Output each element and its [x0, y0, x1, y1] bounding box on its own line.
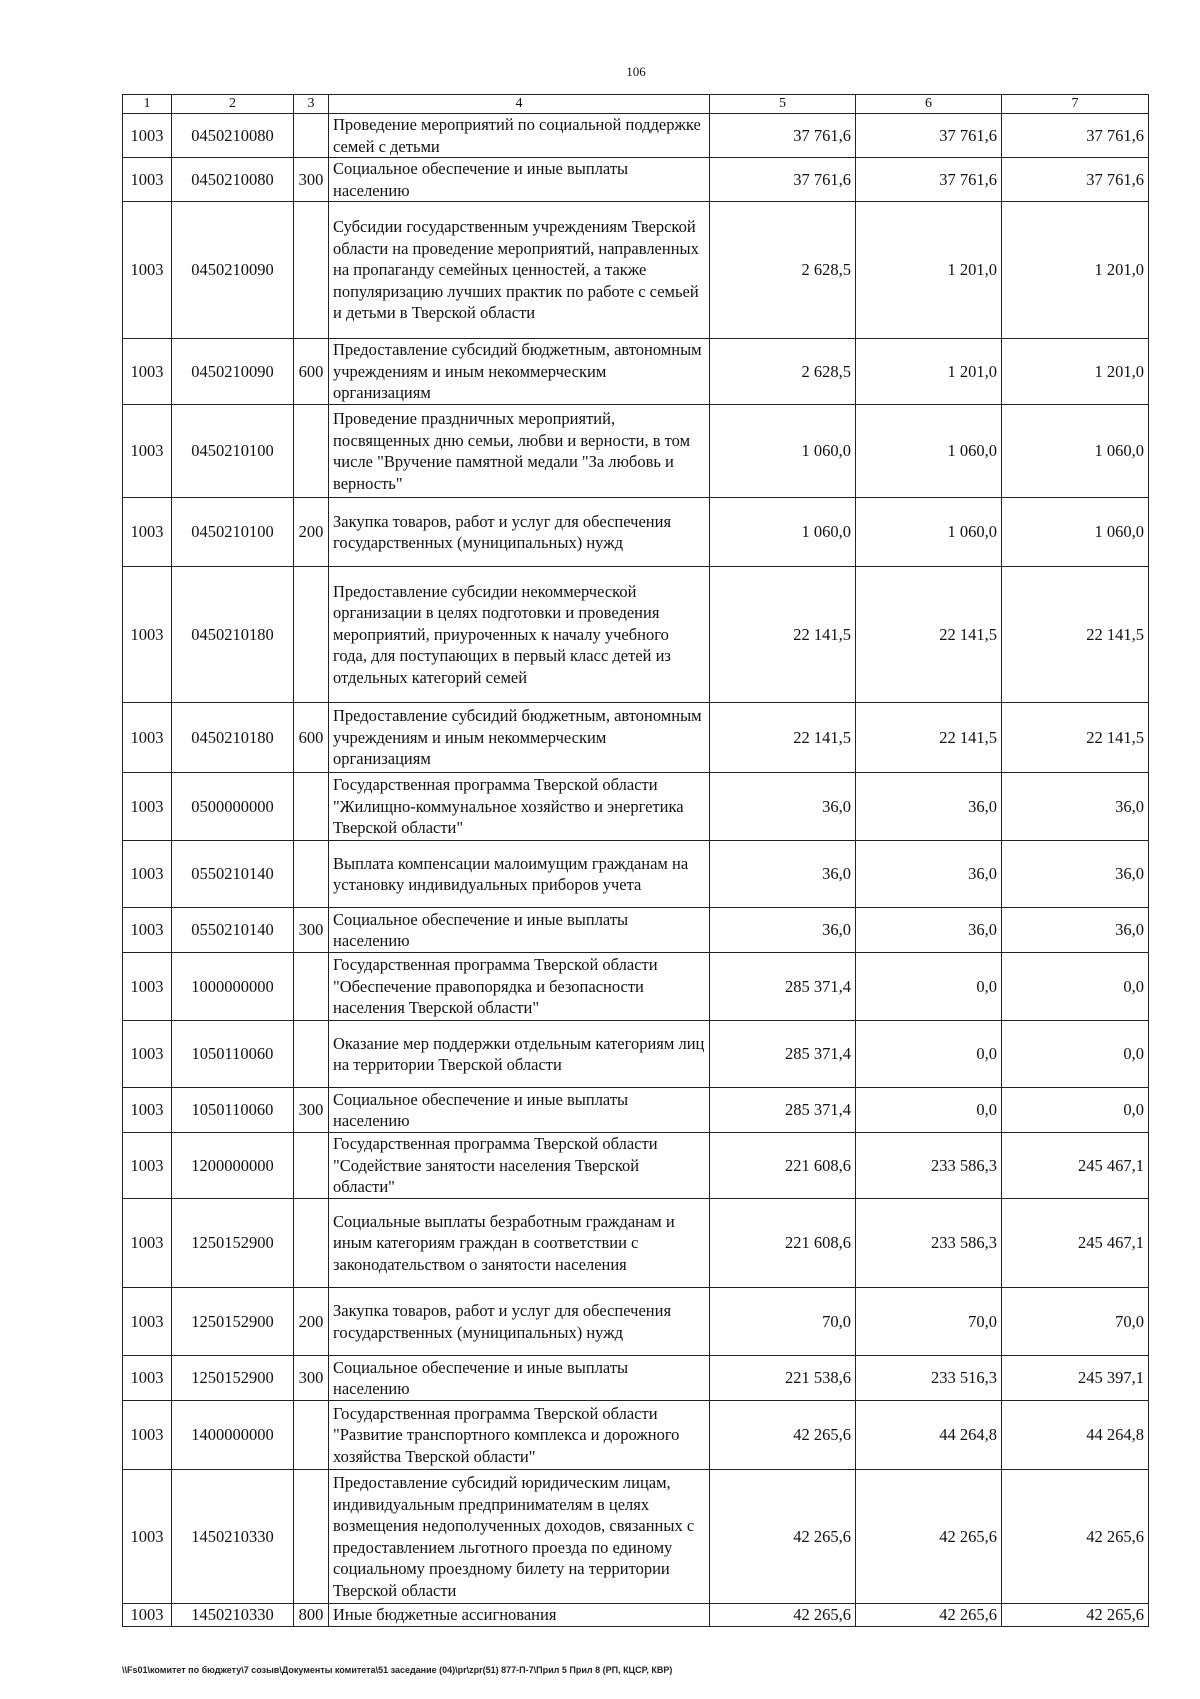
- section-code: 1003: [123, 953, 172, 1021]
- expense-type-code: [294, 114, 329, 158]
- section-code: 1003: [123, 1356, 172, 1401]
- amount-col-5: 2 628,5: [710, 202, 856, 339]
- row-name: Государственная программа Тверской области "Содействие занятости населения Тверской области": [329, 1133, 710, 1199]
- section-code: 1003: [123, 703, 172, 773]
- row-name: Проведение мероприятий по социальной поддержке семей с детьми: [329, 114, 710, 158]
- row-name: Оказание мер поддержки отдельным категориям лиц на территории Тверской области: [329, 1021, 710, 1088]
- table-row: [123, 114, 1149, 158]
- amount-col-6: 36,0: [856, 841, 1002, 908]
- table-row: [123, 841, 1149, 908]
- section-code: 1003: [123, 1288, 172, 1356]
- table-row: [123, 1401, 1149, 1470]
- target-article-code: 1200000000: [172, 1133, 294, 1199]
- amount-col-6: 22 141,5: [856, 703, 1002, 773]
- target-article-code: 0500000000: [172, 773, 294, 841]
- amount-col-6: 233 516,3: [856, 1356, 1002, 1401]
- expense-type-code: 300: [294, 1088, 329, 1133]
- amount-col-6: 37 761,6: [856, 158, 1002, 202]
- amount-col-7: 1 201,0: [1002, 339, 1149, 405]
- table-row: [123, 567, 1149, 703]
- amount-col-6: 1 060,0: [856, 498, 1002, 567]
- amount-col-6: 0,0: [856, 1021, 1002, 1088]
- table-row: [123, 703, 1149, 773]
- row-name: Субсидии государственным учреждениям Тверской области на проведение мероприятий, направленных на пропаганду семейных ценностей, а также популяризацию лучших практик по работе с семьей и детьми в Тверской области: [329, 202, 710, 339]
- expense-type-code: 200: [294, 498, 329, 567]
- target-article-code: 0450210080: [172, 158, 294, 202]
- table-row: [123, 953, 1149, 1021]
- target-article-code: 0550210140: [172, 908, 294, 953]
- row-name: Социальные выплаты безработным гражданам и иным категориям граждан в соответствии с законодательством о занятости населения: [329, 1199, 710, 1288]
- amount-col-7: 0,0: [1002, 953, 1149, 1021]
- target-article-code: 1250152900: [172, 1199, 294, 1288]
- row-name: Предоставление субсидий юридическим лицам, индивидуальным предпринимателям в целях возмещения недополученных доходов, связанных с предоставлением льготного проезда по единому социальному проездному билету на территории Тверской области: [329, 1470, 710, 1604]
- table-row: [123, 1470, 1149, 1604]
- amount-col-6: 36,0: [856, 773, 1002, 841]
- target-article-code: 0450210100: [172, 405, 294, 498]
- header-col-1: 1: [123, 95, 172, 114]
- row-name: Социальное обеспечение и иные выплаты населению: [329, 1088, 710, 1133]
- amount-col-5: 2 628,5: [710, 339, 856, 405]
- section-code: 1003: [123, 1401, 172, 1470]
- amount-col-5: 36,0: [710, 773, 856, 841]
- amount-col-7: 42 265,6: [1002, 1604, 1149, 1627]
- amount-col-7: 1 060,0: [1002, 405, 1149, 498]
- row-name: Государственная программа Тверской области "Развитие транспортного комплекса и дорожного хозяйства Тверской области": [329, 1401, 710, 1470]
- amount-col-6: 0,0: [856, 953, 1002, 1021]
- expense-type-code: [294, 953, 329, 1021]
- amount-col-7: 245 467,1: [1002, 1199, 1149, 1288]
- amount-col-6: 70,0: [856, 1288, 1002, 1356]
- amount-col-6: 0,0: [856, 1088, 1002, 1133]
- row-name: Иные бюджетные ассигнования: [329, 1604, 710, 1627]
- row-name: Предоставление субсидий бюджетным, автономным учреждениям и иным некоммерческим организациям: [329, 703, 710, 773]
- amount-col-6: 44 264,8: [856, 1401, 1002, 1470]
- amount-col-7: 36,0: [1002, 773, 1149, 841]
- table-row: [123, 773, 1149, 841]
- table-row: [123, 1604, 1149, 1627]
- amount-col-6: 42 265,6: [856, 1604, 1002, 1627]
- target-article-code: 0450210090: [172, 339, 294, 405]
- expense-type-code: [294, 1021, 329, 1088]
- row-name: Социальное обеспечение и иные выплаты населению: [329, 158, 710, 202]
- section-code: 1003: [123, 405, 172, 498]
- amount-col-5: 42 265,6: [710, 1604, 856, 1627]
- expense-type-code: [294, 1470, 329, 1604]
- table-row: [123, 1021, 1149, 1088]
- amount-col-7: 37 761,6: [1002, 158, 1149, 202]
- row-name: Предоставление субсидии некоммерческой организации в целях подготовки и проведения мероприятий, приуроченных к началу учебного года, для поступающих в первый класс детей из отдельных категорий семей: [329, 567, 710, 703]
- expense-type-code: [294, 1199, 329, 1288]
- target-article-code: 0450210090: [172, 202, 294, 339]
- amount-col-5: 285 371,4: [710, 953, 856, 1021]
- table-row: [123, 405, 1149, 498]
- row-name: Государственная программа Тверской области "Обеспечение правопорядка и безопасности населения Тверской области": [329, 953, 710, 1021]
- amount-col-7: 37 761,6: [1002, 114, 1149, 158]
- amount-col-7: 22 141,5: [1002, 703, 1149, 773]
- section-code: 1003: [123, 339, 172, 405]
- page-number: 106: [626, 64, 646, 79]
- section-code: 1003: [123, 1199, 172, 1288]
- amount-col-6: 1 201,0: [856, 202, 1002, 339]
- expense-type-code: 300: [294, 1356, 329, 1401]
- header-col-2: 2: [172, 95, 294, 114]
- amount-col-5: 70,0: [710, 1288, 856, 1356]
- header-col-6: 6: [856, 95, 1002, 114]
- table-row: [123, 498, 1149, 567]
- amount-col-5: 285 371,4: [710, 1088, 856, 1133]
- expense-type-code: [294, 773, 329, 841]
- target-article-code: 1050110060: [172, 1088, 294, 1133]
- table-row: [123, 908, 1149, 953]
- amount-col-5: 221 538,6: [710, 1356, 856, 1401]
- expense-type-code: [294, 1401, 329, 1470]
- row-name: Социальное обеспечение и иные выплаты населению: [329, 908, 710, 953]
- table-row: [123, 1133, 1149, 1199]
- header-col-3: 3: [294, 95, 329, 114]
- amount-col-5: 42 265,6: [710, 1401, 856, 1470]
- target-article-code: 1250152900: [172, 1356, 294, 1401]
- amount-col-5: 37 761,6: [710, 114, 856, 158]
- header-col-4: 4: [329, 95, 710, 114]
- row-name: Закупка товаров, работ и услуг для обеспечения государственных (муниципальных) нужд: [329, 498, 710, 567]
- amount-col-7: 44 264,8: [1002, 1401, 1149, 1470]
- amount-col-6: 37 761,6: [856, 114, 1002, 158]
- amount-col-7: 245 467,1: [1002, 1133, 1149, 1199]
- table-row: [123, 1356, 1149, 1401]
- header-col-7: 7: [1002, 95, 1149, 114]
- expense-type-code: [294, 1133, 329, 1199]
- header-col-5: 5: [710, 95, 856, 114]
- expense-type-code: 200: [294, 1288, 329, 1356]
- row-name: Выплата компенсации малоимущим гражданам на установку индивидуальных приборов учета: [329, 841, 710, 908]
- amount-col-5: 22 141,5: [710, 567, 856, 703]
- target-article-code: 0450210080: [172, 114, 294, 158]
- target-article-code: 1050110060: [172, 1021, 294, 1088]
- amount-col-7: 245 397,1: [1002, 1356, 1149, 1401]
- amount-col-7: 0,0: [1002, 1021, 1149, 1088]
- amount-col-6: 233 586,3: [856, 1133, 1002, 1199]
- amount-col-6: 42 265,6: [856, 1470, 1002, 1604]
- amount-col-5: 37 761,6: [710, 158, 856, 202]
- section-code: 1003: [123, 1088, 172, 1133]
- expense-type-code: [294, 567, 329, 703]
- amount-col-5: 1 060,0: [710, 498, 856, 567]
- amount-col-6: 36,0: [856, 908, 1002, 953]
- budget-table: [122, 94, 1149, 1627]
- amount-col-7: 42 265,6: [1002, 1470, 1149, 1604]
- expense-type-code: 800: [294, 1604, 329, 1627]
- expense-type-code: [294, 202, 329, 339]
- footer-file-path: \\Fs01\комитет по бюджету\7 созыв\Документы комитета\51 заседание (04)\pr\zpr(51) 877-П-7\Прил 5 Прил 8 (РП, КЦСР, КВР): [122, 1665, 673, 1675]
- target-article-code: 1000000000: [172, 953, 294, 1021]
- amount-col-7: 36,0: [1002, 841, 1149, 908]
- target-article-code: 1450210330: [172, 1604, 294, 1627]
- target-article-code: 0450210180: [172, 703, 294, 773]
- row-name: Государственная программа Тверской области "Жилищно-коммунальное хозяйство и энергетика Тверской области": [329, 773, 710, 841]
- amount-col-5: 221 608,6: [710, 1133, 856, 1199]
- target-article-code: 1400000000: [172, 1401, 294, 1470]
- section-code: 1003: [123, 114, 172, 158]
- section-code: 1003: [123, 158, 172, 202]
- section-code: 1003: [123, 773, 172, 841]
- amount-col-7: 22 141,5: [1002, 567, 1149, 703]
- amount-col-7: 36,0: [1002, 908, 1149, 953]
- amount-col-5: 36,0: [710, 841, 856, 908]
- row-name: Социальное обеспечение и иные выплаты населению: [329, 1356, 710, 1401]
- table-row: [123, 1199, 1149, 1288]
- section-code: 1003: [123, 1470, 172, 1604]
- expense-type-code: 600: [294, 703, 329, 773]
- target-article-code: 1250152900: [172, 1288, 294, 1356]
- table-row: [123, 1288, 1149, 1356]
- amount-col-5: 22 141,5: [710, 703, 856, 773]
- section-code: 1003: [123, 908, 172, 953]
- row-name: Проведение праздничных мероприятий, посвященных дню семьи, любви и верности, в том числе "Вручение памятной медали "За любовь и верность": [329, 405, 710, 498]
- section-code: 1003: [123, 1021, 172, 1088]
- expense-type-code: [294, 405, 329, 498]
- section-code: 1003: [123, 1604, 172, 1627]
- section-code: 1003: [123, 202, 172, 339]
- table-row: [123, 158, 1149, 202]
- amount-col-6: 22 141,5: [856, 567, 1002, 703]
- table-row: [123, 1088, 1149, 1133]
- section-code: 1003: [123, 498, 172, 567]
- amount-col-5: 36,0: [710, 908, 856, 953]
- row-name: Закупка товаров, работ и услуг для обеспечения государственных (муниципальных) нужд: [329, 1288, 710, 1356]
- amount-col-6: 233 586,3: [856, 1199, 1002, 1288]
- target-article-code: 0550210140: [172, 841, 294, 908]
- amount-col-5: 1 060,0: [710, 405, 856, 498]
- section-code: 1003: [123, 1133, 172, 1199]
- amount-col-7: 70,0: [1002, 1288, 1149, 1356]
- target-article-code: 0450210100: [172, 498, 294, 567]
- table-row: [123, 202, 1149, 339]
- amount-col-6: 1 201,0: [856, 339, 1002, 405]
- expense-type-code: 600: [294, 339, 329, 405]
- row-name: Предоставление субсидий бюджетным, автономным учреждениям и иным некоммерческим организациям: [329, 339, 710, 405]
- amount-col-7: 1 060,0: [1002, 498, 1149, 567]
- expense-type-code: [294, 841, 329, 908]
- amount-col-7: 0,0: [1002, 1088, 1149, 1133]
- amount-col-6: 1 060,0: [856, 405, 1002, 498]
- section-code: 1003: [123, 567, 172, 703]
- expense-type-code: 300: [294, 158, 329, 202]
- amount-col-5: 42 265,6: [710, 1470, 856, 1604]
- target-article-code: 1450210330: [172, 1470, 294, 1604]
- target-article-code: 0450210180: [172, 567, 294, 703]
- amount-col-5: 221 608,6: [710, 1199, 856, 1288]
- expense-type-code: 300: [294, 908, 329, 953]
- header-row: [123, 95, 1149, 114]
- amount-col-5: 285 371,4: [710, 1021, 856, 1088]
- amount-col-7: 1 201,0: [1002, 202, 1149, 339]
- table-row: [123, 339, 1149, 405]
- section-code: 1003: [123, 841, 172, 908]
